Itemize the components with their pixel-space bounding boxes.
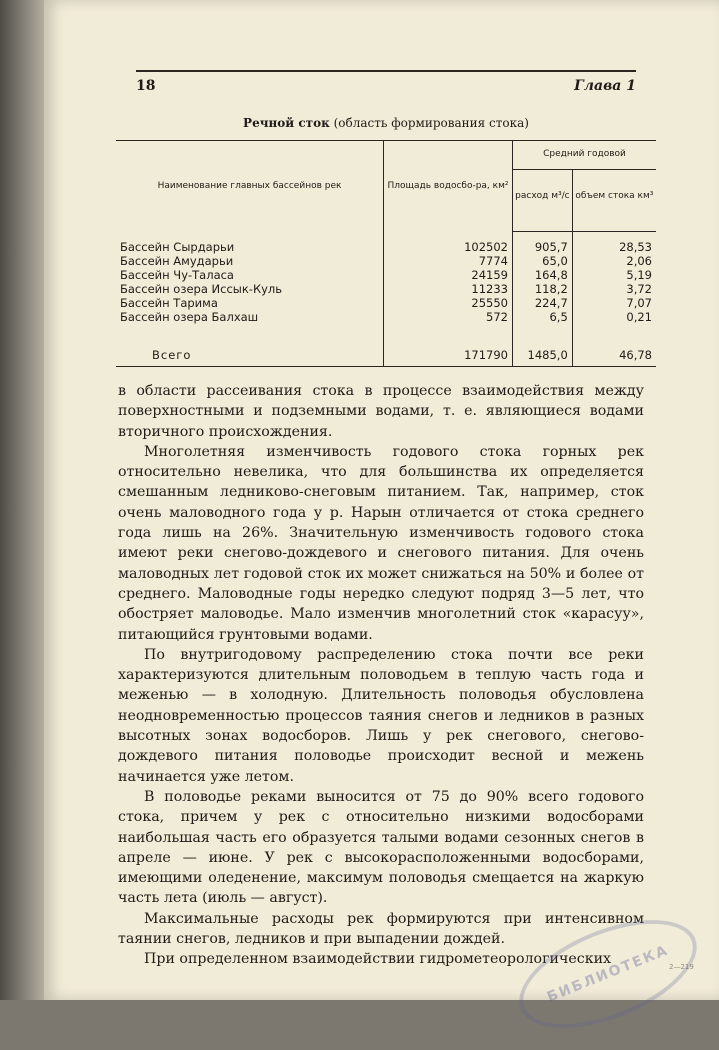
basin-discharge: 164,8	[512, 268, 572, 282]
paragraph: в области рассеивания стока в процессе взаимодействия между поверхностными и подземными водами, т. е. являющиеся водами вторичного происхождения.	[118, 383, 644, 440]
table-row	[116, 282, 656, 296]
basin-area: 24159	[384, 268, 513, 282]
basin-name: Бассейн Чу-Таласа	[120, 268, 234, 282]
table-header-row	[116, 141, 656, 170]
scan-binding-edge	[0, 0, 44, 1000]
stamp-text: БИБЛИОТЕКА	[544, 942, 672, 1006]
table-row	[116, 310, 656, 324]
basin-discharge: 65,0	[512, 254, 572, 268]
total-discharge: 1485,0	[512, 344, 572, 367]
header-volume: объем стока км³	[572, 170, 656, 232]
basin-name: Бассейн озера Иссык-Куль	[120, 282, 283, 296]
page-content	[118, 70, 654, 970]
table-row	[116, 296, 656, 310]
table-title	[136, 116, 636, 130]
table-row	[116, 240, 656, 254]
chapter-title: Глава 1	[574, 78, 636, 94]
basin-volume: 7,07	[626, 296, 652, 310]
header-discharge: расход м³/с	[512, 170, 572, 232]
header-basin-name: Наименование главных бассейнов рек	[116, 141, 384, 232]
basin-volume: 28,53	[619, 240, 652, 254]
header-annual-mean: Средний годовой	[512, 141, 656, 170]
page-number: 18	[136, 78, 156, 94]
paragraph: Многолетняя изменчивость годового стока горных рек относительно невелика, что для большинства их определяется смешанным ледниково-снеговым питанием. Так, например, сток очень маловодного года у р. Нарын отличается от стока среднего года лишь на 26%. Значительную изменчивость годового стока имеют реки снегово-дождевого и снегового питания. Для очень маловодных лет годовой сток их может снижаться на 50% и более от среднего. Маловодные годы нередко следуют подряд 3—5 лет, что обостряет маловодье. Мало изменчив многолетний сток «карасуу», питающийся грунтовыми водами.	[118, 443, 644, 643]
book-page	[44, 0, 719, 1006]
table-row	[116, 268, 656, 282]
table-title-rest: (область формирования стока)	[329, 116, 529, 130]
basin-area: 7774	[384, 254, 513, 268]
body-text	[118, 381, 644, 970]
signature-mark: 2—219	[669, 963, 694, 971]
basin-name: Бассейн Тарима	[120, 296, 218, 310]
table-row	[116, 254, 656, 268]
runoff-table	[116, 140, 656, 367]
basin-name: Бассейн Амударьи	[120, 254, 234, 268]
basin-volume: 3,72	[626, 282, 652, 296]
basin-discharge: 224,7	[512, 296, 572, 310]
table-title-bold: Речной сток	[243, 116, 330, 130]
basin-volume: 5,19	[626, 268, 652, 282]
total-label: Всего	[116, 344, 384, 367]
total-volume: 46,78	[572, 344, 656, 367]
basin-area: 11233	[384, 282, 513, 296]
basin-discharge: 6,5	[512, 310, 572, 324]
basin-area: 572	[384, 310, 513, 324]
basin-discharge: 905,7	[512, 240, 572, 254]
paragraph: При определенном взаимодействии гидрометеорологических	[144, 951, 612, 968]
basin-volume: 2,06	[626, 254, 652, 268]
table-total-row	[116, 344, 656, 367]
basin-name: Бассейн Сырдарьи	[120, 240, 235, 254]
total-area: 171790	[384, 344, 513, 367]
basin-discharge: 118,2	[512, 282, 572, 296]
header-area: Площадь водосбо-ра, км²	[384, 141, 513, 232]
basin-name: Бассейн озера Балхаш	[120, 310, 259, 324]
running-header	[136, 70, 636, 94]
basin-volume: 0,21	[626, 310, 652, 324]
paragraph: Максимальные расходы рек формируются при интенсивном таянии снегов, ледников и при выпадении дождей.	[118, 910, 644, 948]
paragraph: По внутригодовому распределению стока почти все реки характеризуются длительным половодьем в теплую часть года и меженью — в холодную. Длительность половодья обусловлена неодновременностью процессов таяния снегов и ледников в разных высотных зонах водосборов. Лишь у рек снегового, снегово-дождевого питания половодье происходит весной и межень начинается уже летом.	[118, 646, 644, 785]
basin-area: 25550	[384, 296, 513, 310]
basin-area: 102502	[384, 240, 513, 254]
paragraph: В половодье реками выносится от 75 до 90% всего годового стока, причем у рек с относительно низкими водосборами наибольшая часть его образуется талыми водами сезонных снегов в апреле — июне. У рек с высокорасположенными водосборами, имеющими оледенение, максимум половодья смещается на жаркую часть лета (июль — август).	[118, 788, 644, 907]
